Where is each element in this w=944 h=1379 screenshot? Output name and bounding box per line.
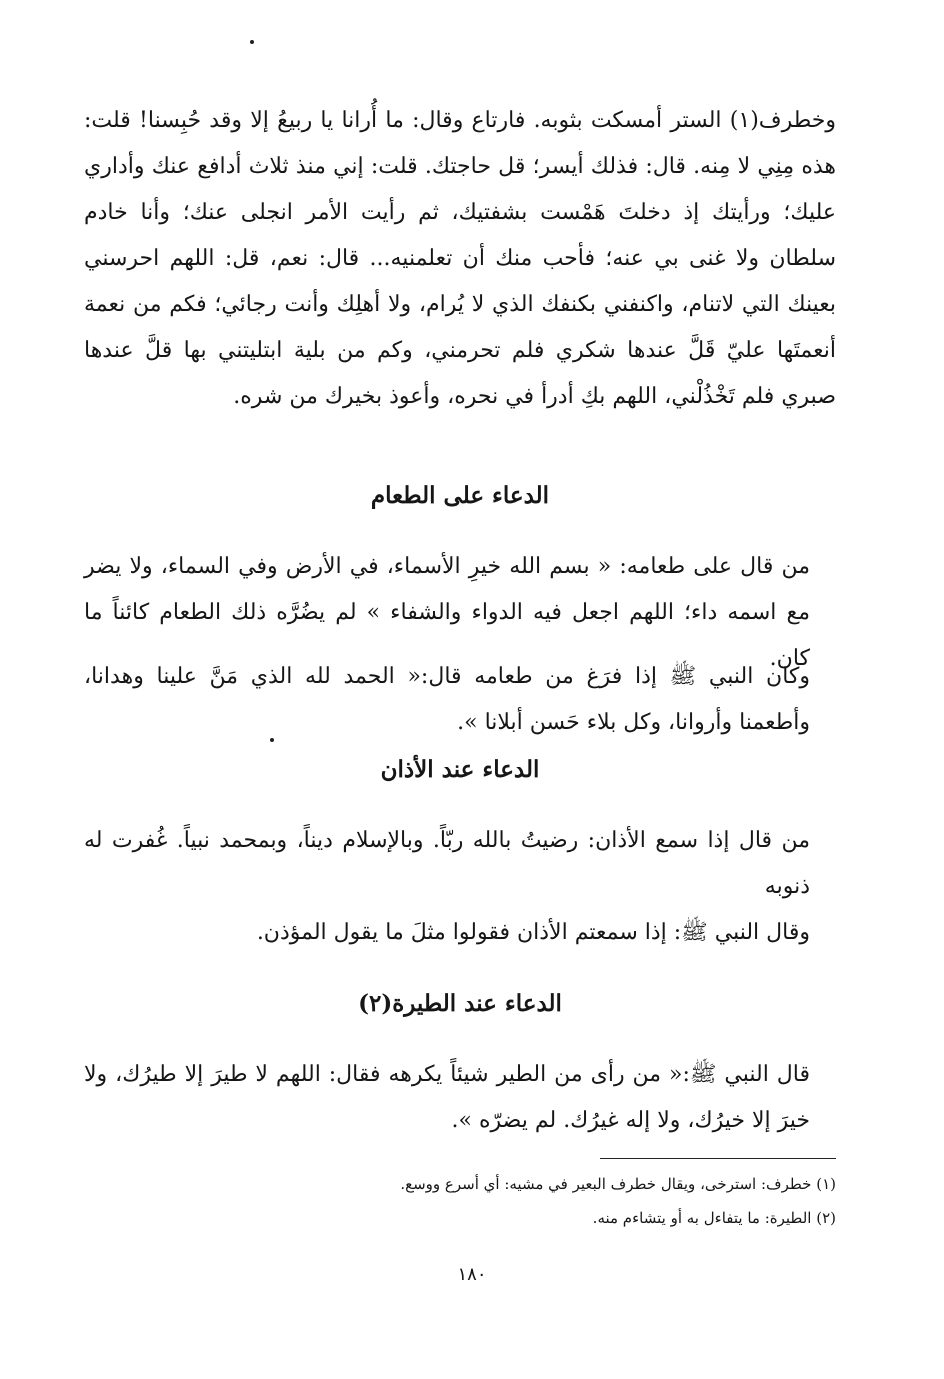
footnote-1: (١) خطرف: استرخى، ويقال خطرف البعير في مشيه: أي أسرع ووسع. bbox=[400, 1175, 836, 1193]
adhan-block bbox=[84, 818, 836, 910]
intro-paragraph: وخطرف(١) الستر أمسكت بثوبه. فارتاع وقال: ما أُرانا يا ربيعُ إلا وقد حُبِسنا! قلت: هذه مِنِي لا مِنه. قال: فذلك أيسر؛ قل حاجتك. قلت: إني منذ ثلاث أدافع عنك وأداري عليك؛ ورأيتك إذ دخلتَ هَمْست بشفتيك، ثم رأيت الأمر انجلى عنك؛ وأنا خادم سلطان ولا غنى بي عنه؛ فأحب منك أن تعلمنيه... قال: نعم، قل: اللهم احرسني بعينك التي لاتنام، واكنفني بكنفك الذي لا يُرام، ولا أهلِك وأنت رجائي؛ فكم من نعمة أنعمتَها عليّ قَلَّ عندها شكري فلم تحرمني، وكم من بلية ابتليتني بها قلَّ عندها صبري فلم تَخْذُلْني، اللهم بكِ أدرأ في نحره، وأعوذ بخيرك من شره. bbox=[84, 108, 837, 409]
speck bbox=[250, 40, 254, 44]
adhan-block-2 bbox=[84, 910, 836, 956]
section-heading-food: الدعاء على الطعام bbox=[370, 482, 550, 509]
footnote-rule bbox=[600, 1158, 836, 1159]
tiyara-paragraph-1: قال النبي ﷺ:« من رأى من الطير شيئاً يكرهه فقال: اللهم لا طيرَ إلا طيرُك، ولا خيرَ إلا خيرُك، ولا إله غيرُك. لم يضرّه ». bbox=[84, 1062, 810, 1133]
adhan-paragraph-2: وقال النبي ﷺ: إذا سمعتم الأذان فقولوا مثلَ ما يقول المؤذن. bbox=[256, 920, 810, 945]
adhan-paragraph-1: من قال إذا سمع الأذان: رضيتُ بالله ربّاً. وبالإسلام ديناً، وبمحمد نبياً. غُفرت له ذنوبه bbox=[84, 828, 810, 899]
food-paragraph-2: وكان النبي ﷺ إذا فرَغ من طعامه قال:« الحمد لله الذي مَنَّ علينا وهدانا، وأطعمنا وأروانا، وكل بلاء حَسن أبلانا ». bbox=[84, 664, 810, 735]
food-paragraph-1: من قال على طعامه: « بسم الله خيرِ الأسماء، في الأرض وفي السماء، ولا يضر مع اسمه داء؛ اللهم اجعل فيه الدواء والشفاء » لم يضُرَّه ذلك الطعام كائناً ما كان. bbox=[84, 554, 810, 671]
tiyara-block bbox=[84, 1052, 836, 1144]
page-number: ١٨٠ bbox=[457, 1264, 487, 1285]
section-heading-tiyara: الدعاء عند الطيرة(٢) bbox=[358, 990, 562, 1017]
intro-block bbox=[84, 98, 836, 420]
section-heading-adhan: الدعاء عند الأذان bbox=[380, 756, 540, 783]
food-block-2 bbox=[84, 654, 836, 746]
footnote-2: (٢) الطيرة: ما يتفاءل به أو يتشاءم منه. bbox=[592, 1209, 836, 1227]
